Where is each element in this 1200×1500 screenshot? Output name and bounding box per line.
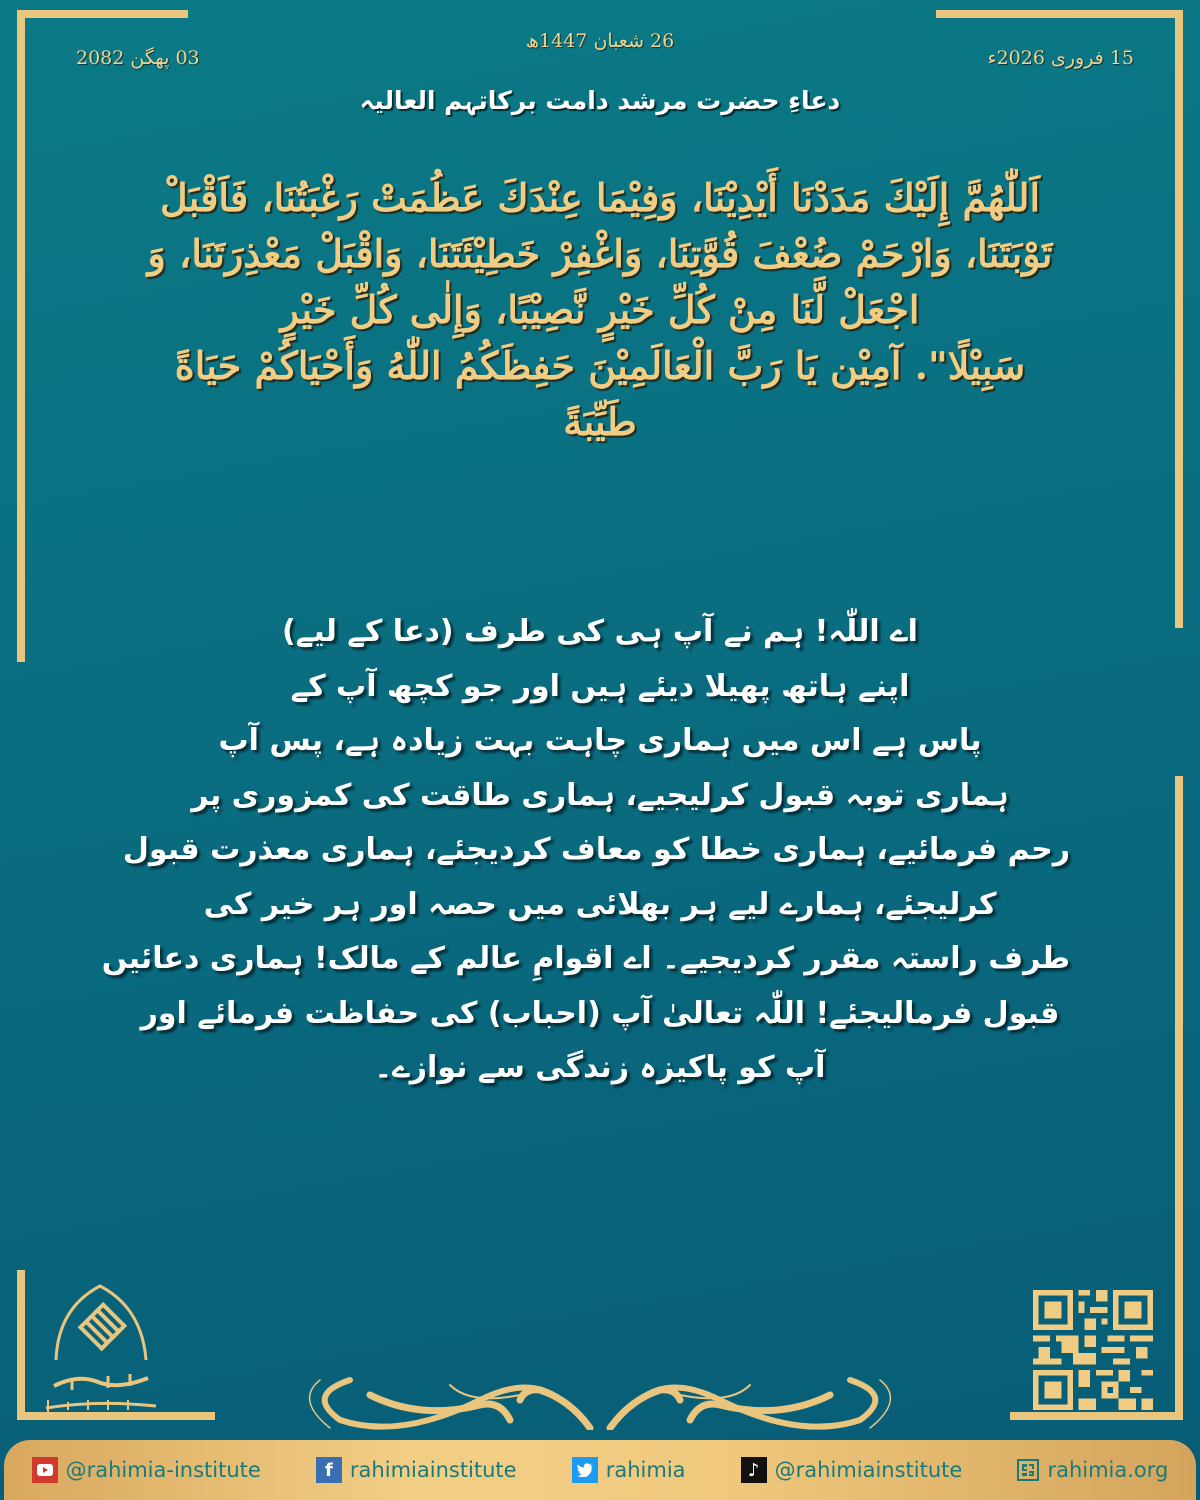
- social-facebook[interactable]: [316, 1457, 517, 1483]
- frame-bottom-left-vertical: [17, 1270, 25, 1420]
- social-twitter[interactable]: [572, 1457, 686, 1483]
- frame-top-left-horizontal: [17, 10, 188, 18]
- rahimia-logo: [38, 1278, 168, 1428]
- urdu-line: قبول فرمالیجئے! اللّٰہ تعالیٰ آپ (احباب) کی حفاظت فرمائے اور: [140, 995, 1060, 1031]
- youtube-icon: [32, 1457, 58, 1483]
- qr-code[interactable]: [1033, 1290, 1153, 1410]
- arabic-dua: [100, 170, 1100, 450]
- frame-bottom-right-vertical: [1175, 776, 1183, 1420]
- social-website[interactable]: [1017, 1458, 1168, 1482]
- gregorian-date: 15 فروری 2026ء: [987, 47, 1134, 69]
- social-tiktok[interactable]: [741, 1457, 963, 1483]
- website-link: rahimia.org: [1047, 1458, 1169, 1482]
- social-footer: [4, 1440, 1196, 1500]
- tiktok-handle: @rahimiainstitute: [774, 1458, 963, 1482]
- urdu-line: طرف راستہ مقرر کردیجیے۔ اے اقوامِ عالم کے مالک! ہماری دعائیں: [101, 941, 1070, 976]
- arabic-line: سَبِيْلًا". آمِيْن يَا رَبَّ الْعَالَمِيْنَ حَفِظَكُمُ اللّٰهُ وَأَحْيَاكُمْ حَيَاةً: [174, 343, 1026, 388]
- arabic-line: طَيِّبَةً: [563, 399, 637, 444]
- urdu-line: پاس ہے اس میں ہماری چاہت بہت زیادہ ہے، پس آپ: [218, 723, 982, 758]
- social-youtube[interactable]: [32, 1457, 261, 1483]
- web-icon: [1017, 1459, 1039, 1481]
- urdu-line: رحم فرمائیے، ہماری خطا کو معاف کردیجئے، ہماری معذرت قبول: [122, 832, 1070, 867]
- twitter-icon: [572, 1457, 598, 1483]
- tiktok-icon: ♪: [741, 1457, 767, 1483]
- arabic-line: اجْعَلْ لَّنَا مِنْ كُلِّ خَيْرٍ نَّصِيْبًا، وَإِلٰى كُلِّ خَيْرٍ: [280, 287, 920, 332]
- page-title: دعاءِ حضرت مرشد دامت برکاتہم العالیہ: [359, 86, 841, 115]
- bikrami-date: 03 پھگن 2082: [76, 47, 200, 69]
- youtube-handle: @rahimia-institute: [65, 1458, 261, 1482]
- arabic-line: اَللّٰهُمَّ إِلَيْكَ مَدَدْنَا أَيْدِيْنَا، وَفِيْمَا عِنْدَكَ عَظُمَتْ رَغْبَتُنَا، فَاَقْبَلْ: [159, 175, 1040, 220]
- urdu-line: اپنے ہاتھ پھیلا دیئے ہیں اور جو کچھ آپ کے: [290, 668, 910, 704]
- facebook-icon: f: [316, 1457, 342, 1483]
- arabic-line: تَوْبَتَنَا، وَارْحَمْ ضُعْفَ قُوَّتِنَا، وَاغْفِرْ خَطِيْئَتَنَا، وَاقْبَلْ مَعْذِرَتَنَا، وَ: [147, 231, 1053, 276]
- facebook-handle: rahimiainstitute: [349, 1458, 517, 1482]
- urdu-translation: [101, 605, 1070, 1096]
- urdu-line: کرلیجئے، ہمارے لیے ہر بھلائی میں حصہ اور ہر خیر کی: [203, 886, 997, 922]
- urdu-line: آپ کو پاکیزہ زندگی سے نوازے۔: [374, 1050, 826, 1085]
- twitter-handle: rahimia: [605, 1458, 686, 1482]
- frame-top-right-horizontal: [936, 10, 1183, 18]
- urdu-line: ہماری توبہ قبول کرلیجیے، ہماری طاقت کی کمزوری پر: [191, 777, 1009, 813]
- hijri-date: 26 شعبان 1447ھ: [525, 30, 675, 52]
- ornament-divider: [300, 1370, 900, 1430]
- frame-bottom-right-horizontal: [1010, 1412, 1183, 1420]
- urdu-line: اے اللّٰہ! ہم نے آپ ہی کی طرف (دعا کے لیے): [282, 614, 918, 649]
